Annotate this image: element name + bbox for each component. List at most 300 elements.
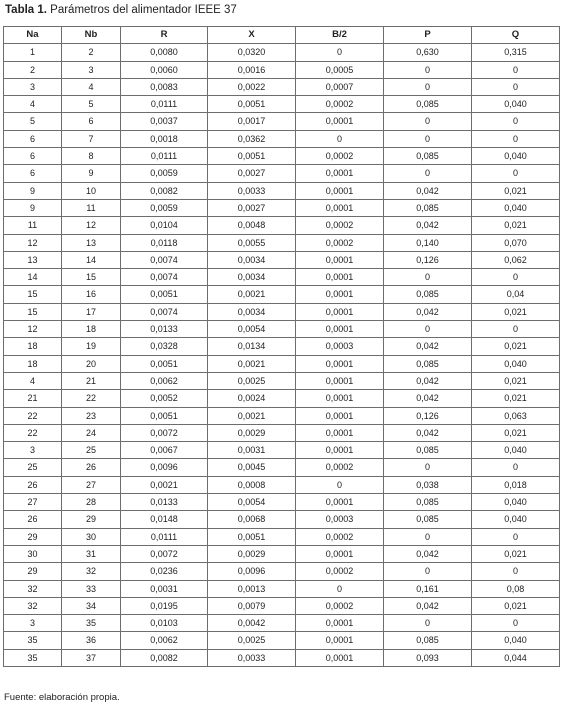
table-cell-nb: 7 <box>62 130 121 147</box>
table-row <box>4 199 560 216</box>
table-cell-x: 0,0051 <box>208 96 296 113</box>
table-cell-b-half: 0,0001 <box>296 372 384 389</box>
column-header-na: Na <box>4 27 62 44</box>
table-caption <box>5 4 237 16</box>
table-header <box>4 27 560 44</box>
table-cell-nb: 8 <box>62 148 121 165</box>
table-cell-p: 0 <box>384 269 472 286</box>
table-cell-p: 0,126 <box>384 251 472 268</box>
table-cell-na: 6 <box>4 165 62 182</box>
table-cell-nb: 19 <box>62 338 121 355</box>
table-cell-p: 0,042 <box>384 182 472 199</box>
table-cell-q: 0 <box>472 113 560 130</box>
table-cell-nb: 32 <box>62 563 121 580</box>
table-cell-r: 0,0133 <box>121 321 208 338</box>
table-row <box>4 580 560 597</box>
table-cell-na: 22 <box>4 407 62 424</box>
source-note: Fuente: elaboración propia. <box>4 692 120 703</box>
table-cell-q: 0,070 <box>472 234 560 251</box>
table-cell-q: 0 <box>472 61 560 78</box>
table-cell-q: 0,040 <box>472 199 560 216</box>
table-cell-na: 4 <box>4 96 62 113</box>
table-cell-nb: 3 <box>62 61 121 78</box>
table-cell-nb: 34 <box>62 597 121 614</box>
table-cell-p: 0,042 <box>384 303 472 320</box>
table-cell-b-half: 0,0002 <box>296 217 384 234</box>
table-cell-p: 0 <box>384 113 472 130</box>
table-row <box>4 251 560 268</box>
table-cell-na: 11 <box>4 217 62 234</box>
table-cell-na: 15 <box>4 286 62 303</box>
table-cell-q: 0 <box>472 130 560 147</box>
table-cell-x: 0,0054 <box>208 321 296 338</box>
table-cell-q: 0,040 <box>472 148 560 165</box>
table-cell-b-half: 0,0005 <box>296 61 384 78</box>
table-cell-x: 0,0021 <box>208 355 296 372</box>
table-cell-na: 14 <box>4 269 62 286</box>
table-cell-x: 0,0024 <box>208 390 296 407</box>
table-cell-nb: 9 <box>62 165 121 182</box>
header-row <box>4 27 560 44</box>
table-cell-na: 32 <box>4 580 62 597</box>
table-cell-p: 0,085 <box>384 96 472 113</box>
table-cell-p: 0 <box>384 563 472 580</box>
table-cell-q: 0,040 <box>472 632 560 649</box>
table-cell-na: 29 <box>4 563 62 580</box>
table-cell-q: 0,044 <box>472 649 560 666</box>
table-cell-na: 3 <box>4 78 62 95</box>
table-cell-q: 0 <box>472 78 560 95</box>
table-cell-nb: 18 <box>62 321 121 338</box>
table-cell-na: 9 <box>4 199 62 216</box>
table-cell-na: 35 <box>4 649 62 666</box>
table-cell-x: 0,0045 <box>208 459 296 476</box>
table-cell-x: 0,0013 <box>208 580 296 597</box>
table-cell-b-half: 0,0001 <box>296 286 384 303</box>
table-cell-nb: 22 <box>62 390 121 407</box>
table-cell-nb: 33 <box>62 580 121 597</box>
table-cell-p: 0,042 <box>384 217 472 234</box>
table-cell-p: 0 <box>384 130 472 147</box>
table-cell-r: 0,0062 <box>121 372 208 389</box>
table-cell-x: 0,0008 <box>208 476 296 493</box>
table-cell-na: 9 <box>4 182 62 199</box>
table-cell-b-half: 0,0001 <box>296 545 384 562</box>
table-cell-nb: 25 <box>62 442 121 459</box>
table-cell-b-half: 0,0002 <box>296 96 384 113</box>
table-cell-nb: 10 <box>62 182 121 199</box>
table-cell-b-half: 0,0001 <box>296 615 384 632</box>
table-cell-x: 0,0051 <box>208 528 296 545</box>
table-cell-r: 0,0080 <box>121 44 208 61</box>
table-cell-b-half: 0,0003 <box>296 338 384 355</box>
table-cell-p: 0 <box>384 165 472 182</box>
table-cell-r: 0,0018 <box>121 130 208 147</box>
table-cell-na: 12 <box>4 321 62 338</box>
table-cell-na: 35 <box>4 632 62 649</box>
table-cell-na: 3 <box>4 442 62 459</box>
table-cell-r: 0,0103 <box>121 615 208 632</box>
table-cell-x: 0,0042 <box>208 615 296 632</box>
table-cell-p: 0,085 <box>384 511 472 528</box>
table-cell-nb: 14 <box>62 251 121 268</box>
table-row <box>4 355 560 372</box>
table-cell-b-half: 0,0001 <box>296 424 384 441</box>
table-cell-r: 0,0059 <box>121 199 208 216</box>
table-cell-q: 0,040 <box>472 511 560 528</box>
table-cell-x: 0,0021 <box>208 286 296 303</box>
table-cell-r: 0,0111 <box>121 528 208 545</box>
table-cell-q: 0 <box>472 615 560 632</box>
table-row <box>4 632 560 649</box>
table-cell-r: 0,0021 <box>121 476 208 493</box>
table-cell-r: 0,0111 <box>121 148 208 165</box>
table-cell-b-half: 0,0001 <box>296 632 384 649</box>
table-cell-p: 0,140 <box>384 234 472 251</box>
table-cell-nb: 6 <box>62 113 121 130</box>
table-cell-r: 0,0051 <box>121 355 208 372</box>
table-row <box>4 130 560 147</box>
table-cell-q: 0,021 <box>472 217 560 234</box>
table-cell-r: 0,0328 <box>121 338 208 355</box>
table-cell-p: 0 <box>384 78 472 95</box>
table-cell-q: 0,018 <box>472 476 560 493</box>
table-row <box>4 511 560 528</box>
table-row <box>4 597 560 614</box>
table-cell-x: 0,0079 <box>208 597 296 614</box>
table-caption-label: Tabla 1. <box>5 4 47 16</box>
table-row <box>4 321 560 338</box>
table-cell-na: 26 <box>4 511 62 528</box>
table-cell-q: 0 <box>472 165 560 182</box>
table-cell-b-half: 0,0002 <box>296 234 384 251</box>
table-cell-r: 0,0111 <box>121 96 208 113</box>
table-cell-r: 0,0031 <box>121 580 208 597</box>
table-row <box>4 44 560 61</box>
table-row <box>4 165 560 182</box>
table-row <box>4 459 560 476</box>
table-cell-q: 0,08 <box>472 580 560 597</box>
table-caption-text: Parámetros del alimentador IEEE 37 <box>46 4 237 16</box>
table-cell-nb: 15 <box>62 269 121 286</box>
table-cell-q: 0,021 <box>472 597 560 614</box>
table-cell-b-half: 0,0001 <box>296 355 384 372</box>
table-cell-nb: 17 <box>62 303 121 320</box>
table-cell-na: 26 <box>4 476 62 493</box>
column-header-nb: Nb <box>62 27 121 44</box>
table-cell-nb: 36 <box>62 632 121 649</box>
table-cell-r: 0,0096 <box>121 459 208 476</box>
table-cell-na: 2 <box>4 61 62 78</box>
table-cell-x: 0,0068 <box>208 511 296 528</box>
column-header-x: X <box>208 27 296 44</box>
table-cell-x: 0,0031 <box>208 442 296 459</box>
table-cell-b-half: 0,0002 <box>296 563 384 580</box>
table-row <box>4 269 560 286</box>
column-header-p: P <box>384 27 472 44</box>
table-cell-na: 22 <box>4 424 62 441</box>
table-cell-nb: 24 <box>62 424 121 441</box>
table-cell-b-half: 0,0001 <box>296 113 384 130</box>
table-cell-nb: 16 <box>62 286 121 303</box>
table-cell-b-half: 0,0002 <box>296 528 384 545</box>
table-cell-p: 0,038 <box>384 476 472 493</box>
table-cell-b-half: 0,0001 <box>296 165 384 182</box>
table-cell-q: 0,04 <box>472 286 560 303</box>
table-row <box>4 390 560 407</box>
table-cell-p: 0,042 <box>384 545 472 562</box>
table-cell-q: 0,062 <box>472 251 560 268</box>
table-cell-r: 0,0195 <box>121 597 208 614</box>
table-cell-na: 6 <box>4 148 62 165</box>
table-cell-q: 0,063 <box>472 407 560 424</box>
table-cell-b-half: 0,0003 <box>296 511 384 528</box>
table-cell-x: 0,0055 <box>208 234 296 251</box>
table-row <box>4 615 560 632</box>
table-cell-b-half: 0 <box>296 130 384 147</box>
table-cell-x: 0,0029 <box>208 424 296 441</box>
table-cell-q: 0 <box>472 459 560 476</box>
table-cell-na: 15 <box>4 303 62 320</box>
table-cell-r: 0,0052 <box>121 390 208 407</box>
table-row <box>4 303 560 320</box>
table-cell-p: 0,085 <box>384 148 472 165</box>
table-cell-r: 0,0148 <box>121 511 208 528</box>
table-row <box>4 217 560 234</box>
table-cell-p: 0,042 <box>384 372 472 389</box>
table-cell-na: 18 <box>4 355 62 372</box>
table-cell-p: 0,042 <box>384 390 472 407</box>
table-row <box>4 424 560 441</box>
table-cell-b-half: 0,0001 <box>296 649 384 666</box>
table-cell-na: 12 <box>4 234 62 251</box>
table-cell-b-half: 0 <box>296 476 384 493</box>
table-cell-b-half: 0,0001 <box>296 251 384 268</box>
table-cell-r: 0,0074 <box>121 251 208 268</box>
table-cell-r: 0,0051 <box>121 407 208 424</box>
table-cell-x: 0,0027 <box>208 165 296 182</box>
table-cell-x: 0,0029 <box>208 545 296 562</box>
table-cell-b-half: 0,0002 <box>296 459 384 476</box>
table-cell-q: 0,021 <box>472 182 560 199</box>
table-row <box>4 476 560 493</box>
table-cell-q: 0,021 <box>472 545 560 562</box>
table-cell-x: 0,0016 <box>208 61 296 78</box>
table-cell-p: 0,085 <box>384 442 472 459</box>
table-cell-p: 0,085 <box>384 286 472 303</box>
table-cell-b-half: 0,0001 <box>296 390 384 407</box>
table-row <box>4 649 560 666</box>
table-cell-nb: 23 <box>62 407 121 424</box>
table-cell-r: 0,0133 <box>121 494 208 511</box>
table-cell-na: 18 <box>4 338 62 355</box>
table-cell-nb: 21 <box>62 372 121 389</box>
table-cell-q: 0,021 <box>472 390 560 407</box>
table-cell-x: 0,0048 <box>208 217 296 234</box>
table-cell-p: 0,085 <box>384 355 472 372</box>
table-cell-nb: 28 <box>62 494 121 511</box>
table-row <box>4 61 560 78</box>
table-cell-b-half: 0,0007 <box>296 78 384 95</box>
table-cell-na: 27 <box>4 494 62 511</box>
table-cell-q: 0 <box>472 563 560 580</box>
table-cell-p: 0,085 <box>384 632 472 649</box>
table-cell-r: 0,0072 <box>121 545 208 562</box>
table-cell-r: 0,0060 <box>121 61 208 78</box>
table-row <box>4 96 560 113</box>
table-cell-nb: 5 <box>62 96 121 113</box>
table-cell-q: 0,021 <box>472 338 560 355</box>
table-cell-x: 0,0034 <box>208 303 296 320</box>
table-row <box>4 494 560 511</box>
table-cell-r: 0,0072 <box>121 424 208 441</box>
table-cell-b-half: 0,0001 <box>296 442 384 459</box>
table-cell-p: 0,042 <box>384 597 472 614</box>
table-cell-p: 0,085 <box>384 199 472 216</box>
table-cell-p: 0,093 <box>384 649 472 666</box>
table-cell-na: 30 <box>4 545 62 562</box>
table-cell-r: 0,0037 <box>121 113 208 130</box>
table-cell-x: 0,0025 <box>208 632 296 649</box>
table-cell-x: 0,0022 <box>208 78 296 95</box>
table-cell-na: 29 <box>4 528 62 545</box>
table-cell-p: 0 <box>384 615 472 632</box>
table-cell-nb: 37 <box>62 649 121 666</box>
table-cell-nb: 20 <box>62 355 121 372</box>
table-row <box>4 407 560 424</box>
table-cell-x: 0,0034 <box>208 251 296 268</box>
table-cell-x: 0,0027 <box>208 199 296 216</box>
table-cell-nb: 2 <box>62 44 121 61</box>
table-cell-na: 6 <box>4 130 62 147</box>
parameters-table <box>3 26 560 667</box>
table-cell-r: 0,0082 <box>121 182 208 199</box>
table-cell-nb: 12 <box>62 217 121 234</box>
table-cell-b-half: 0,0001 <box>296 269 384 286</box>
table-cell-x: 0,0025 <box>208 372 296 389</box>
table-cell-p: 0 <box>384 61 472 78</box>
table-cell-b-half: 0,0002 <box>296 597 384 614</box>
table-cell-nb: 35 <box>62 615 121 632</box>
table-cell-nb: 4 <box>62 78 121 95</box>
table-cell-x: 0,0033 <box>208 649 296 666</box>
table-row <box>4 113 560 130</box>
table-body <box>4 44 560 667</box>
table-cell-r: 0,0051 <box>121 286 208 303</box>
table-cell-b-half: 0,0001 <box>296 303 384 320</box>
table-cell-p: 0,630 <box>384 44 472 61</box>
table-cell-nb: 30 <box>62 528 121 545</box>
table-row <box>4 148 560 165</box>
table-cell-r: 0,0062 <box>121 632 208 649</box>
table-cell-p: 0,042 <box>384 424 472 441</box>
table-cell-x: 0,0033 <box>208 182 296 199</box>
table-cell-p: 0 <box>384 528 472 545</box>
table-cell-q: 0,021 <box>472 372 560 389</box>
table-row <box>4 78 560 95</box>
table-cell-q: 0 <box>472 269 560 286</box>
table-cell-p: 0,085 <box>384 494 472 511</box>
table-cell-na: 25 <box>4 459 62 476</box>
table-cell-q: 0,315 <box>472 44 560 61</box>
table-cell-na: 3 <box>4 615 62 632</box>
table-cell-na: 4 <box>4 372 62 389</box>
table-cell-p: 0,126 <box>384 407 472 424</box>
table-cell-q: 0,040 <box>472 355 560 372</box>
table-cell-r: 0,0118 <box>121 234 208 251</box>
table-row <box>4 372 560 389</box>
table-cell-x: 0,0034 <box>208 269 296 286</box>
table-cell-r: 0,0104 <box>121 217 208 234</box>
table-cell-x: 0,0362 <box>208 130 296 147</box>
table-cell-nb: 29 <box>62 511 121 528</box>
table-cell-r: 0,0067 <box>121 442 208 459</box>
table-cell-r: 0,0074 <box>121 303 208 320</box>
table-cell-na: 21 <box>4 390 62 407</box>
table-cell-na: 32 <box>4 597 62 614</box>
table-row <box>4 442 560 459</box>
table-cell-p: 0,161 <box>384 580 472 597</box>
column-header-r: R <box>121 27 208 44</box>
table-cell-q: 0,040 <box>472 442 560 459</box>
table-cell-b-half: 0,0001 <box>296 199 384 216</box>
table-cell-b-half: 0,0001 <box>296 321 384 338</box>
table-cell-nb: 31 <box>62 545 121 562</box>
table-cell-b-half: 0 <box>296 44 384 61</box>
column-header-b-half: B/2 <box>296 27 384 44</box>
table-cell-r: 0,0236 <box>121 563 208 580</box>
table-cell-q: 0 <box>472 321 560 338</box>
table-cell-r: 0,0083 <box>121 78 208 95</box>
table-cell-nb: 26 <box>62 459 121 476</box>
table-row <box>4 545 560 562</box>
table-cell-x: 0,0017 <box>208 113 296 130</box>
table-cell-p: 0,042 <box>384 338 472 355</box>
table-cell-p: 0 <box>384 321 472 338</box>
table-cell-r: 0,0074 <box>121 269 208 286</box>
table-cell-b-half: 0,0001 <box>296 407 384 424</box>
table-row <box>4 338 560 355</box>
table-cell-b-half: 0 <box>296 580 384 597</box>
table-cell-x: 0,0021 <box>208 407 296 424</box>
table-cell-na: 13 <box>4 251 62 268</box>
table-cell-nb: 27 <box>62 476 121 493</box>
table-cell-q: 0,040 <box>472 494 560 511</box>
table-cell-x: 0,0096 <box>208 563 296 580</box>
table-cell-x: 0,0134 <box>208 338 296 355</box>
table-cell-r: 0,0082 <box>121 649 208 666</box>
table-cell-x: 0,0320 <box>208 44 296 61</box>
table-cell-x: 0,0051 <box>208 148 296 165</box>
table-cell-q: 0,021 <box>472 424 560 441</box>
column-header-q: Q <box>472 27 560 44</box>
table-row <box>4 286 560 303</box>
table-cell-r: 0,0059 <box>121 165 208 182</box>
table-row <box>4 182 560 199</box>
table-cell-na: 1 <box>4 44 62 61</box>
table-cell-b-half: 0,0001 <box>296 494 384 511</box>
table-cell-q: 0,021 <box>472 303 560 320</box>
table-cell-q: 0 <box>472 528 560 545</box>
table-row <box>4 563 560 580</box>
table-cell-nb: 11 <box>62 199 121 216</box>
table-cell-na: 5 <box>4 113 62 130</box>
table-cell-b-half: 0,0001 <box>296 182 384 199</box>
table-row <box>4 234 560 251</box>
table-row <box>4 528 560 545</box>
table-cell-x: 0,0054 <box>208 494 296 511</box>
table-cell-p: 0 <box>384 459 472 476</box>
